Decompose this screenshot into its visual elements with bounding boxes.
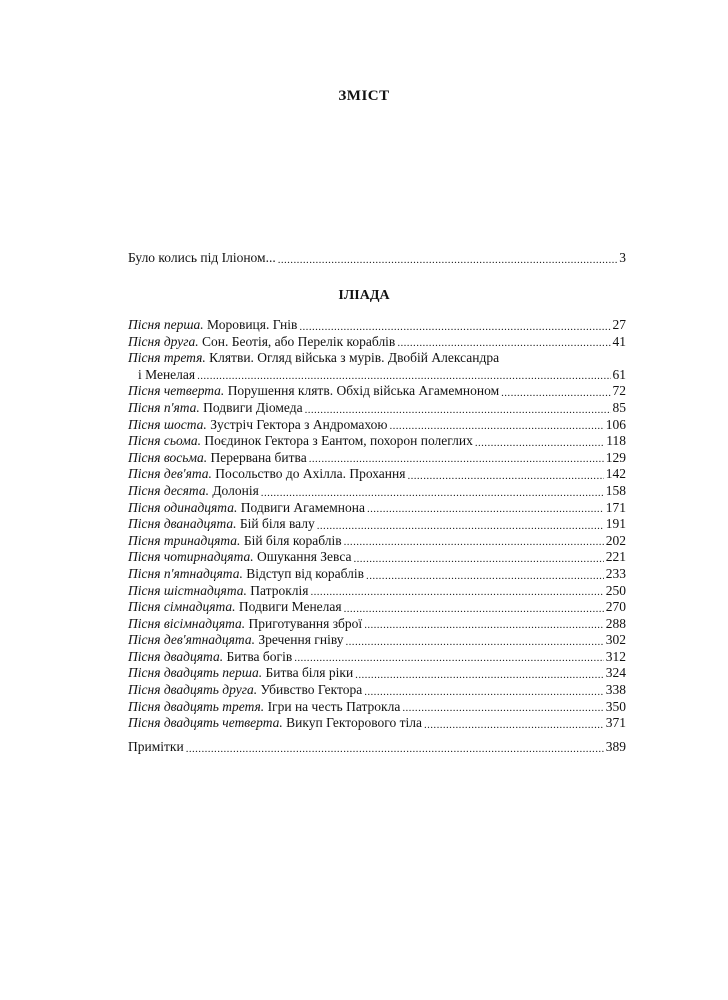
song-label: Пісня одинадцята.	[128, 499, 238, 515]
toc-page-number: 106	[605, 416, 626, 432]
toc-entry-song[interactable]	[128, 483, 626, 500]
toc-entry-title	[128, 549, 351, 566]
toc-notes	[128, 739, 626, 756]
toc-entry-title	[128, 350, 499, 365]
song-label: Пісня вісімнадцята.	[128, 615, 246, 631]
song-title: Битва біля ріки	[265, 665, 354, 681]
song-title: Подвиги Менелая	[238, 599, 342, 615]
dot-leader	[364, 686, 604, 699]
dot-leader	[317, 520, 604, 533]
toc-entry-title	[128, 533, 342, 550]
toc-page-number: 158	[605, 482, 626, 498]
song-label: Пісня двадцять перша.	[128, 665, 263, 681]
toc-entry-song[interactable]	[128, 549, 626, 566]
toc-entry-title	[128, 665, 353, 682]
song-label: Пісня друга.	[128, 333, 199, 349]
toc-entry-song[interactable]	[128, 632, 626, 649]
toc-entry-title	[128, 500, 365, 517]
toc-page-number: 350	[605, 698, 626, 714]
song-title: Відступ від кораблів	[246, 565, 365, 581]
toc-entry-song[interactable]	[128, 350, 626, 367]
song-title: Ошукання Зевса	[257, 549, 352, 565]
toc-entry-title	[128, 649, 292, 666]
toc-entry-song[interactable]	[128, 516, 626, 533]
toc-songs-list	[128, 317, 626, 732]
toc-entry-song[interactable]	[128, 682, 626, 699]
toc-entry-title	[128, 516, 315, 533]
dot-leader	[261, 487, 604, 500]
dot-leader	[397, 337, 610, 350]
song-title: Ігри на честь Патрокла	[267, 698, 401, 714]
toc-entry-title	[128, 566, 364, 583]
toc-entry-song-continuation[interactable]	[128, 367, 626, 384]
song-title: Подвиги Агамемнона	[240, 499, 365, 515]
toc-entry-song[interactable]	[128, 466, 626, 483]
dot-leader	[389, 420, 603, 433]
dot-leader	[197, 370, 610, 383]
song-label: Пісня десята.	[128, 482, 209, 498]
dot-leader	[299, 321, 610, 334]
song-title: Сон. Беотія, або Перелік кораблів	[202, 333, 396, 349]
toc-entry-title	[128, 483, 259, 500]
song-label: Пісня чотирнадцята.	[128, 549, 254, 565]
toc-entry-song[interactable]	[128, 400, 626, 417]
toc-entry-title	[128, 317, 297, 334]
toc-entry-song[interactable]	[128, 450, 626, 467]
toc-entry-title	[128, 334, 395, 351]
dot-leader	[344, 603, 604, 616]
toc-entry-title	[128, 632, 344, 649]
toc-page-number: 27	[612, 317, 626, 332]
toc-page-number: 371	[605, 715, 626, 731]
section-heading: ІЛІАДА	[338, 288, 390, 303]
toc-entry-song[interactable]	[128, 383, 626, 400]
toc-page-number: 61	[612, 366, 626, 382]
toc-page-number: 3	[619, 250, 626, 265]
toc-entry-title	[128, 599, 342, 616]
dot-leader	[346, 636, 604, 649]
song-label: Пісня двадцять друга.	[128, 682, 258, 698]
toc-entry-title: Було колись під Іліоном...	[128, 250, 276, 265]
song-label: Пісня шоста.	[128, 416, 207, 432]
dot-leader	[424, 719, 604, 732]
toc-page-number: 191	[605, 516, 626, 532]
song-label: Пісня дев'ятнадцята.	[128, 632, 255, 648]
dot-leader	[278, 254, 618, 267]
dot-leader	[294, 652, 604, 665]
song-label: Пісня шістнадцята.	[128, 582, 247, 598]
toc-intro	[128, 250, 626, 267]
dot-leader	[366, 570, 604, 583]
toc-page-number: 288	[605, 615, 626, 631]
dot-leader	[501, 387, 610, 400]
toc-page-number: 142	[605, 466, 626, 482]
song-title: Зустріч Гектора з Андромахою	[210, 416, 388, 432]
dot-leader	[305, 404, 611, 417]
song-label: Пісня сьома.	[128, 433, 201, 449]
dot-leader	[475, 437, 604, 450]
dot-leader	[353, 553, 603, 566]
toc-page-number: 302	[605, 632, 626, 648]
song-label: Пісня двадцята.	[128, 648, 224, 664]
song-label: Пісня двадцять третя.	[128, 698, 265, 714]
song-title: Приготування зброї	[248, 615, 363, 631]
toc-page-number: 85	[612, 399, 626, 415]
song-title-continuation: і Менелая	[138, 366, 196, 382]
dot-leader	[186, 743, 604, 756]
toc-entry-title	[128, 616, 362, 633]
toc-entry-intro[interactable]	[128, 250, 626, 267]
toc-entry-notes[interactable]	[128, 739, 626, 756]
song-title: Клятви. Огляд війська з мурів. Двобій Александра	[209, 350, 500, 366]
toc-entry-title	[128, 699, 400, 716]
toc-page-number: 41	[612, 333, 626, 349]
toc-entry-song[interactable]	[128, 317, 626, 334]
song-label: Пісня п'ятнадцята.	[128, 565, 243, 581]
toc-entry-song[interactable]	[128, 583, 626, 600]
toc-page-number: 118	[606, 433, 626, 449]
toc-entry-title	[128, 466, 405, 483]
song-title: Поєдинок Гектора з Еантом, похорон полеглих	[204, 433, 473, 449]
toc-entry-title	[128, 417, 387, 434]
toc-page-number: 338	[605, 682, 626, 698]
song-label: Пісня восьма.	[128, 449, 208, 465]
dot-leader	[402, 702, 603, 715]
toc-page-number: 129	[605, 449, 626, 465]
song-label: Пісня двадцять четверта.	[128, 715, 283, 731]
dot-leader	[364, 619, 604, 632]
toc-page-number: 72	[612, 383, 626, 399]
toc-entry-song[interactable]	[128, 599, 626, 616]
song-label: Пісня третя.	[128, 350, 206, 366]
toc-entry-song[interactable]	[128, 715, 626, 732]
dot-leader	[309, 453, 604, 466]
song-label: Пісня дванадцята.	[128, 516, 237, 532]
toc-entry-song[interactable]	[128, 649, 626, 666]
dot-leader	[367, 503, 604, 516]
toc-page-number: 202	[605, 532, 626, 548]
song-label: Пісня дев'ята.	[128, 466, 212, 482]
toc-entry-title	[128, 433, 473, 450]
song-title: Порушення клятв. Обхід війська Агамемноном	[227, 383, 500, 399]
toc-page-number: 270	[605, 599, 626, 615]
dot-leader	[407, 470, 603, 483]
song-title: Посольство до Ахілла. Прохання	[215, 466, 406, 482]
toc-entry-song[interactable]	[128, 616, 626, 633]
toc-page-number: 389	[605, 739, 626, 754]
song-title: Патроклія	[250, 582, 309, 598]
song-title: Бій біля валу	[239, 516, 315, 532]
dot-leader	[355, 669, 604, 682]
song-title: Викуп Гекторового тіла	[286, 715, 422, 731]
toc-page-number: 312	[605, 648, 626, 664]
toc-entry-title	[128, 682, 362, 699]
song-title: Битва богів	[226, 648, 293, 664]
toc-entry-song[interactable]	[128, 533, 626, 550]
toc-entry-title	[128, 400, 303, 417]
song-label: Пісня четверта.	[128, 383, 225, 399]
toc-page-number: 250	[605, 582, 626, 598]
song-title: Перервана битва	[210, 449, 307, 465]
page-title: ЗМІСТ	[338, 88, 390, 104]
toc-entry-song[interactable]	[128, 433, 626, 450]
song-label: Пісня перша.	[128, 317, 204, 332]
song-label: Пісня п'ята.	[128, 399, 200, 415]
song-title: Бій біля кораблів	[243, 532, 342, 548]
toc-entry-title	[128, 450, 307, 467]
toc-entry-title	[128, 715, 422, 732]
song-title: Подвиги Діомеда	[203, 399, 303, 415]
toc-entry-song[interactable]	[128, 665, 626, 682]
toc-entry-title: Примітки	[128, 739, 184, 754]
toc-page-number: 221	[605, 549, 626, 565]
toc-entry-title	[128, 383, 499, 400]
dot-leader	[344, 536, 604, 549]
song-label: Пісня тринадцята.	[128, 532, 241, 548]
toc-entry-song[interactable]	[128, 334, 626, 351]
song-title: Убивство Гектора	[260, 682, 363, 698]
toc-entry-song[interactable]	[128, 566, 626, 583]
song-title: Моровиця. Гнів	[207, 317, 298, 332]
toc-entry-song[interactable]	[128, 500, 626, 517]
toc-entry-song[interactable]	[128, 699, 626, 716]
song-title: Долонія	[212, 482, 259, 498]
song-label: Пісня сімнадцята.	[128, 599, 236, 615]
toc-page-number: 233	[605, 565, 626, 581]
toc-page-number: 324	[605, 665, 626, 681]
toc-page-number: 171	[605, 499, 626, 515]
toc-entry-song[interactable]	[128, 417, 626, 434]
dot-leader	[310, 586, 603, 599]
song-title: Зречення гніву	[258, 632, 344, 648]
toc-entry-title	[128, 583, 308, 600]
